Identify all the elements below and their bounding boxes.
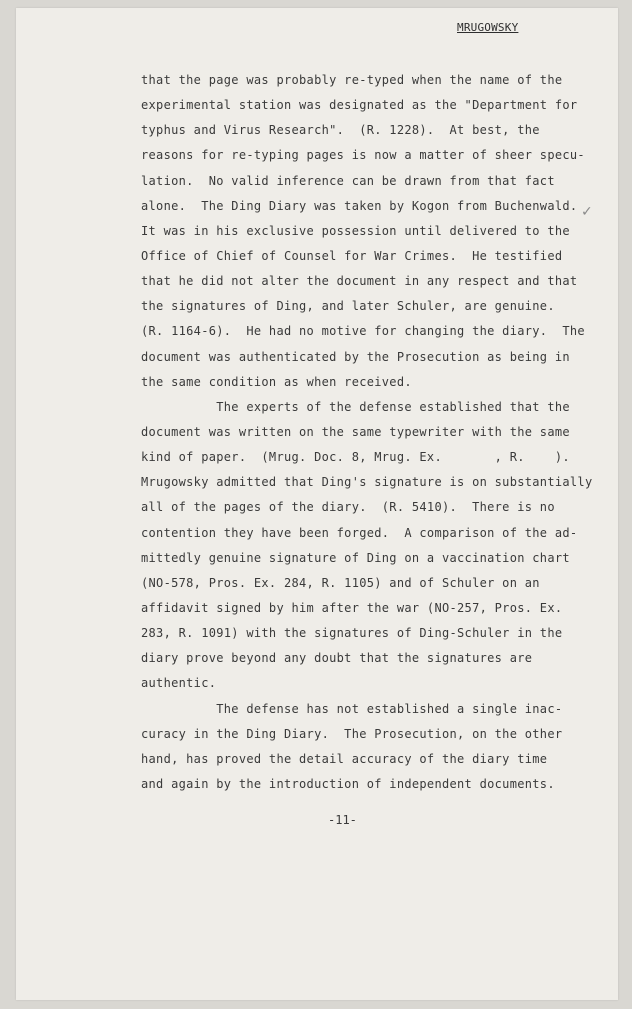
margin-check-mark: ✓	[581, 204, 593, 220]
text-line: (NO-578, Pros. Ex. 284, R. 1105) and of Schuler on an	[141, 575, 540, 590]
text-line: the same condition as when received.	[141, 374, 412, 389]
text-line: alone. The Ding Diary was taken by Kogon from Buchenwald.	[141, 198, 578, 213]
text-line: It was in his exclusive possession until delivered to the	[141, 223, 570, 238]
text-line: Office of Chief of Counsel for War Crimes. He testified	[141, 248, 563, 263]
text-line: hand, has proved the detail accuracy of the diary time	[141, 751, 548, 766]
text-line: all of the pages of the diary. (R. 5410). There is no	[141, 500, 555, 515]
defendant-header: MRUGOWSKY	[457, 21, 519, 34]
text-line: authentic.	[141, 676, 217, 691]
text-line: reasons for re-typing pages is now a matter of sheer specu-	[141, 148, 585, 163]
text-line: contention they have been forged. A comparison of the ad-	[141, 525, 578, 540]
text-line: and again by the introduction of independent documents.	[141, 776, 555, 791]
text-line: typhus and Virus Research". (R. 1228). At best, the	[141, 123, 540, 138]
body-text	[141, 68, 611, 797]
text-line: (R. 1164-6). He had no motive for changing the diary. The	[141, 324, 585, 339]
text-line: that the page was probably re-typed when the name of the	[141, 73, 563, 87]
text-line: The defense has not established a single inac-	[141, 701, 563, 716]
text-line: lation. No valid inference can be drawn from that fact	[141, 173, 555, 188]
text-line: mittedly genuine signature of Ding on a vaccination chart	[141, 550, 570, 565]
text-line: kind of paper. (Mrug. Doc. 8, Mrug. Ex. , R. ).	[141, 450, 570, 465]
text-line: curacy in the Ding Diary. The Prosecution, on the other	[141, 726, 563, 741]
text-line: document was authenticated by the Prosecution as being in	[141, 349, 570, 364]
text-line: The experts of the defense established that the	[141, 399, 570, 414]
text-line: 283, R. 1091) with the signatures of Ding-Schuler in the	[141, 626, 563, 641]
page-number: -11-	[328, 813, 357, 827]
text-line: diary prove beyond any doubt that the signatures are	[141, 651, 533, 666]
text-line: Mrugowsky admitted that Ding's signature is on substantially	[141, 475, 593, 490]
text-line: the signatures of Ding, and later Schuler, are genuine.	[141, 299, 555, 314]
text-line: experimental station was designated as the "Department for	[141, 98, 578, 113]
text-line: document was written on the same typewriter with the same	[141, 424, 570, 439]
text-line: affidavit signed by him after the war (NO-257, Pros. Ex.	[141, 600, 563, 615]
text-line: that he did not alter the document in any respect and that	[141, 274, 578, 289]
document-page	[16, 8, 618, 1000]
